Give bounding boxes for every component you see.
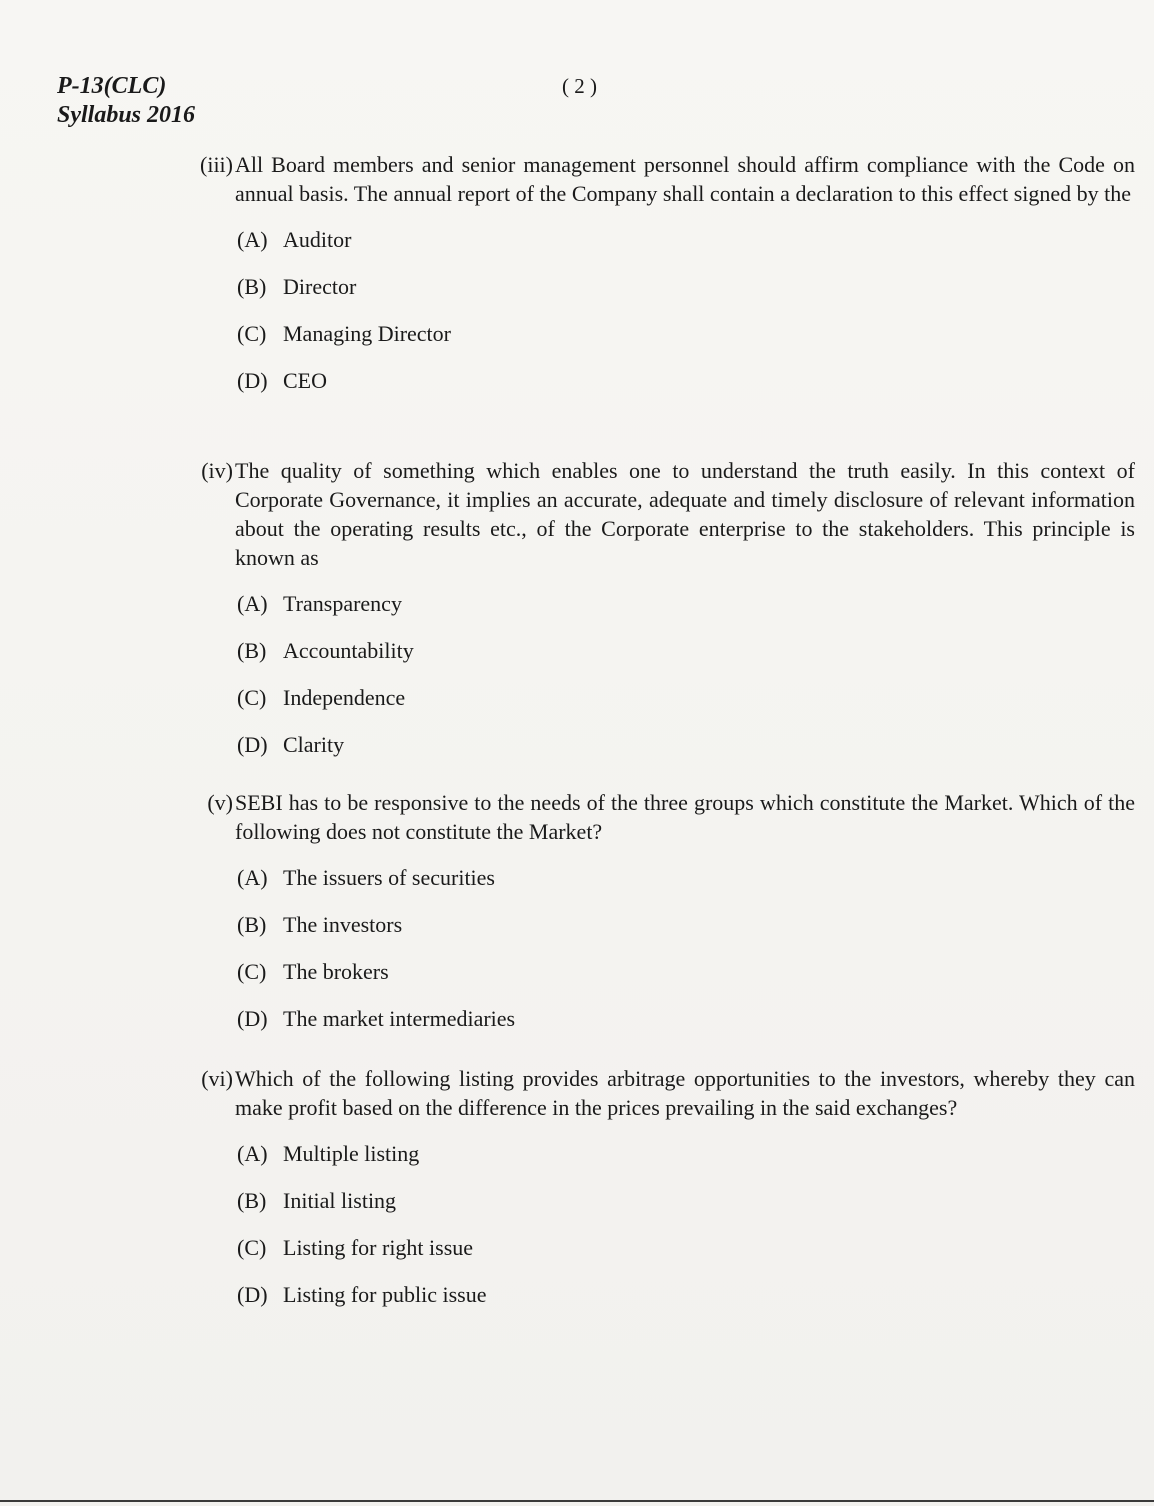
page-number: ( 2 ) [562,74,597,98]
option-b: (B) Initial listing [237,1188,397,1213]
option-b: (B) Director [237,274,357,299]
option-c: (C) Independence [237,685,406,710]
page-bottom-border [0,1500,1154,1502]
option-list [237,225,1135,413]
question-number: (v) [207,790,233,815]
question-number: (iii) [200,152,233,177]
option-a: (A) Transparency [237,591,402,616]
question-text: All Board members and senior management personnel should affirm compliance with the Code on annual basis. The annual report of the Company shall contain a declaration to this effect signed by the [235,152,1135,206]
option-c: (C) Managing Director [237,321,451,346]
option-d: (D) CEO [237,368,327,393]
question-text: The quality of something which enables one to understand the truth easily. In this context of Corporate Governance, it implies an accurate, adequate and timely disclosure of relevant information about the operating results etc., of the Corporate enterprise to the stakeholders. This principle is known as [235,458,1135,570]
question-v [175,788,1135,1051]
paper-code: P-13(CLC) [57,73,167,99]
option-b: (B) The investors [237,912,403,937]
page-header [57,72,195,130]
question-number: (iv) [201,458,233,483]
option-list [237,863,1135,1051]
option-list [237,589,1135,777]
question-text: SEBI has to be responsive to the needs of the three groups which constitute the Market. Which of the following does not constitute the Market? [235,790,1135,844]
question-iii [175,150,1135,413]
option-list [237,1139,1135,1327]
option-a: (A) The issuers of securities [237,865,495,890]
option-d: (D) The market intermediaries [237,1006,516,1031]
question-vi [175,1064,1135,1327]
syllabus-year: Syllabus 2016 [57,102,196,128]
option-b: (B) Accountability [237,638,414,663]
option-a: (A) Auditor [237,227,352,252]
question-text: Which of the following listing provides arbitrage opportunities to the investors, whereby they can make profit based on the difference in the prices prevailing in the said exchanges? [235,1066,1135,1120]
option-c: (C) Listing for right issue [237,1235,474,1260]
question-iv [175,456,1135,777]
option-d: (D) Listing for public issue [237,1282,487,1307]
option-d: (D) Clarity [237,732,345,757]
option-c: (C) The brokers [237,959,389,984]
option-a: (A) Multiple listing [237,1141,420,1166]
question-number: (vi) [201,1066,233,1091]
